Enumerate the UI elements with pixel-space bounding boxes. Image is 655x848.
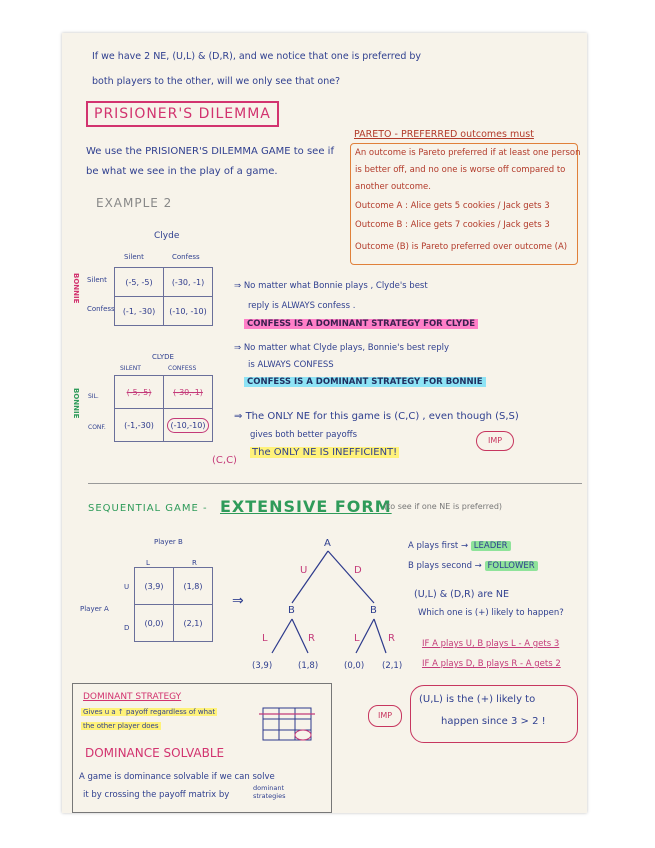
tree-leaf-r2: R — [388, 633, 395, 644]
pareto-conclusion: Outcome (B) is Pareto preferred over outcome (A) — [355, 242, 568, 252]
seq-subtitle: (to see if one NE is preferred) — [384, 502, 503, 511]
tree-edge-dr — [374, 619, 386, 653]
tree-payoff-4: (2,1) — [382, 661, 403, 671]
definitions-box — [72, 683, 332, 813]
tree-node-b-right: B — [370, 605, 377, 616]
pareto-l3: another outcome. — [355, 182, 431, 192]
section-divider — [88, 483, 582, 484]
matrix2-table — [114, 375, 213, 442]
dom-l1-highlight: Gives u a ↑ payoff regardless of what — [83, 708, 216, 716]
matrix1-col-confess: Confess — [172, 253, 200, 261]
note1-highlight: CONFESS IS A DOMINANT STRATEGY FOR CLYDE — [244, 319, 478, 329]
tree-edge-u — [292, 551, 328, 603]
dom-l2 — [81, 722, 161, 730]
dom-title: DOMINANT STRATEGY — [83, 692, 182, 702]
pd-intro-pareto: PARETO - PREFERRED outcomes must — [354, 129, 534, 140]
note3-l1-text: The ONLY NE for this game is (C,C) , even though (S,S) — [245, 411, 519, 422]
note3-l3 — [250, 447, 399, 458]
matrix1-row-silent: Silent — [87, 276, 107, 284]
tree-payoff-2: (1,8) — [298, 661, 319, 671]
seq-cell-ur: (1,8) — [174, 568, 213, 605]
dom-l2-highlight: the other player does — [83, 722, 159, 730]
note1-l2: reply is ALWAYS confess . — [248, 301, 356, 311]
seq-matrix-row-player: Player A — [80, 605, 109, 613]
seq-matrix-col-r: R — [192, 559, 197, 567]
matrix1-cell-sc: (-30, -1) — [164, 268, 213, 297]
seq-note-b-second-text: B plays second — [408, 561, 472, 571]
note2-l2: is ALWAYS CONFESS — [248, 360, 334, 370]
tree-branch-u: U — [300, 565, 308, 576]
game-tree — [258, 533, 398, 683]
matrix2-ne-label: (C,C) — [212, 455, 237, 466]
arrow-icon: ⇒ — [234, 343, 242, 353]
tree-leaf-l2: L — [354, 633, 360, 644]
solv-title: DOMINANCE SOLVABLE — [85, 746, 225, 760]
tree-edge-ul — [272, 619, 292, 653]
imp-badge-2: IMP — [368, 705, 402, 727]
matrix2-col-silent: SILENT — [120, 365, 141, 372]
note1-l1-text: No matter what Bonnie plays , Clyde's best — [243, 281, 428, 291]
matrix1-col-player: Clyde — [154, 231, 180, 241]
seq-matrix-col-player: Player B — [154, 538, 183, 546]
solv-l2a: it by crossing the payoff matrix by — [83, 790, 230, 800]
note3-l1 — [234, 411, 519, 422]
arrow-icon: ⇒ — [232, 593, 244, 609]
note1-l3 — [244, 319, 478, 329]
tree-root-a: A — [324, 538, 331, 549]
example-label: EXAMPLE 2 — [96, 196, 173, 210]
seq-matrix-row-d: D — [124, 624, 130, 632]
pd-intro-text: We use the PRISIONER'S DILEMMA GAME to see if — [86, 146, 334, 157]
seq-matrix-row-u: U — [124, 583, 130, 591]
tree-node-b-left: B — [288, 605, 295, 616]
pareto-definition-box — [350, 143, 581, 265]
tree-payoff-1: (3,9) — [252, 661, 273, 671]
matrix2-ne-circle: (-10,-10) — [167, 418, 210, 433]
seq-note-a-first-text: A plays first — [408, 541, 459, 551]
seq-title-main: EXTENSIVE FORM — [220, 497, 392, 516]
arrow-icon: ⇒ — [234, 411, 243, 422]
seq-ne-line-2: Which one is (+) likely to happen? — [418, 608, 564, 618]
tree-leaf-r1: R — [308, 633, 315, 644]
matrix2-row-player: BONNIE — [72, 388, 80, 419]
solv-l2b: dominant strategies — [253, 784, 286, 800]
conclusion-l1: (U,L) is the (+) likely to — [419, 694, 536, 705]
note2-l3 — [244, 377, 486, 387]
note3-l2: gives both better payoffs — [250, 430, 358, 440]
note2-l1 — [234, 343, 449, 353]
matrix2-row-sil: SIL. — [88, 393, 99, 400]
matrix1-table — [114, 267, 213, 326]
pd-title: PRISIONER'S DILEMMA — [86, 101, 279, 127]
note2-l1-text: No matter what Clyde plays, Bonnie's best reply — [243, 343, 450, 353]
matrix1-row-player: BONNIE — [72, 273, 80, 304]
matrix2-cell-cc — [164, 409, 213, 442]
tree-edge-ur — [292, 619, 308, 653]
matrix2-cell-cs: (-1,-30) — [115, 409, 164, 442]
matrix2-col-player: CLYDE — [152, 353, 174, 361]
pareto-l2: is better off, and no one is worse off compared to — [355, 165, 566, 175]
matrix2-cell-ss: (-5,-5) — [115, 376, 164, 409]
seq-cell-dr: (2,1) — [174, 605, 213, 642]
question-line-2: both players to the other, will we only see that one? — [92, 76, 341, 87]
follower-tag: FOLLOWER — [485, 561, 538, 571]
notebook-page — [62, 33, 587, 813]
seq-ne-line-1: (U,L) & (D,R) are NE — [414, 589, 509, 600]
seq-if-2: IF A plays D, B plays R - A gets 2 — [422, 659, 561, 669]
leader-tag: LEADER — [471, 541, 511, 551]
tree-edge-d — [328, 551, 374, 603]
seq-cell-ul: (3,9) — [135, 568, 174, 605]
tree-branch-d: D — [354, 565, 362, 576]
pd-intro-line-1 — [86, 146, 334, 157]
matrix2-cell-sc: (-30,-1) — [164, 376, 213, 409]
arrow-icon: ⇒ — [234, 281, 242, 291]
matrix2-row-conf: CONF. — [88, 424, 106, 431]
question-line-1: If we have 2 NE, (U,L) & (D,R), and we notice that one is preferred by — [92, 51, 422, 62]
solv-l1: A game is dominance solvable if we can solve — [79, 772, 275, 782]
pd-intro-line-2: be what we see in the play of a game. — [86, 166, 278, 177]
matrix2-col-confess: CONFESS — [168, 365, 197, 372]
matrix1-cell-ss: (-5, -5) — [115, 268, 164, 297]
pareto-l1: An outcome is Pareto preferred if at least one person — [355, 148, 581, 158]
matrix1-col-silent: Silent — [124, 253, 144, 261]
dom-l1 — [81, 708, 217, 716]
seq-if-1: IF A plays U, B plays L - A gets 3 — [422, 639, 560, 649]
seq-note-b-second: B plays second → FOLLOWER — [408, 561, 538, 571]
matrix1-cell-cc: (-10, -10) — [164, 297, 213, 326]
pareto-outcome-a: Outcome A : Alice gets 5 cookies / Jack gets 3 — [355, 201, 550, 211]
seq-title-prefix: SEQUENTIAL GAME - — [88, 503, 208, 514]
seq-matrix-col-l: L — [146, 559, 150, 567]
matrix1-row-confess: Confess — [87, 305, 115, 313]
conclusion-box — [410, 685, 578, 743]
seq-cell-dl: (0,0) — [135, 605, 174, 642]
note3-highlight: The ONLY NE IS INEFFICIENT! — [252, 447, 398, 458]
crossed-matrix-sketch — [259, 704, 315, 744]
imp-badge-1: IMP — [476, 431, 514, 451]
conclusion-l2: happen since 3 > 2 ! — [441, 716, 546, 727]
tree-payoff-3: (0,0) — [344, 661, 365, 671]
seq-note-a-first: A plays first → LEADER — [408, 541, 511, 551]
matrix1-cell-cs: (-1, -30) — [115, 297, 164, 326]
pareto-outcome-b: Outcome B : Alice gets 7 cookies / Jack gets 3 — [355, 220, 550, 230]
tree-leaf-l1: L — [262, 633, 268, 644]
note1-l1 — [234, 281, 428, 291]
seq-matrix-table — [134, 567, 213, 642]
note2-highlight: CONFESS IS A DOMINANT STRATEGY FOR BONNIE — [244, 377, 486, 387]
